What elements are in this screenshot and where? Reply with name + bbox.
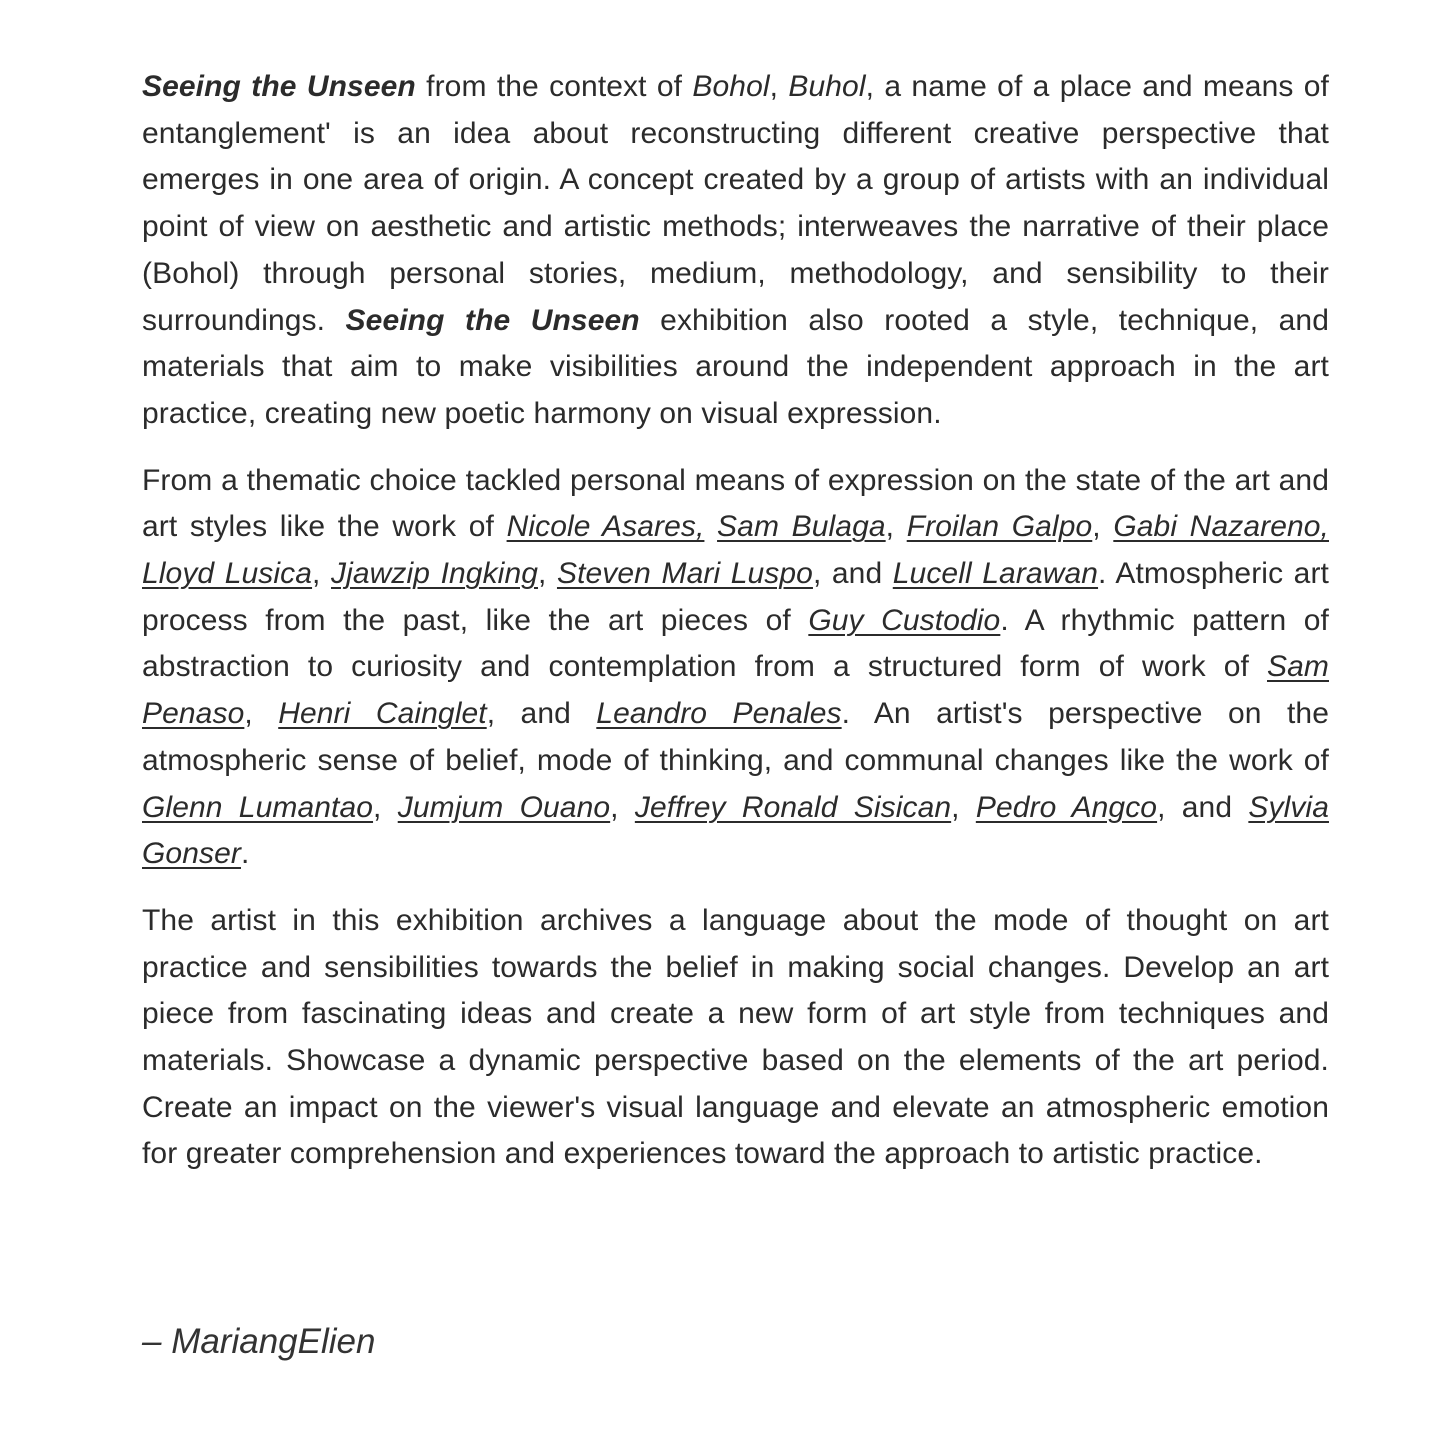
text-span: , xyxy=(610,790,635,824)
text-span: , xyxy=(373,790,398,824)
text-span: , and xyxy=(486,697,597,731)
artist-link-jeffrey-ronald-sisican[interactable]: Jeffrey Ronald Sisican xyxy=(634,790,952,824)
text-span: , xyxy=(885,510,907,544)
text-span: , xyxy=(951,790,976,824)
artist-link-sam-bulaga[interactable]: Sam Bulaga xyxy=(717,510,886,544)
text-span: . xyxy=(240,837,250,871)
text-span: . Atmospheric art process from the past, like the art pieces of xyxy=(142,557,1329,637)
text-span: , a name of a place and means of entanglement' is an idea about reconstructing different creative perspective that emerges in one area of origin. A concept created by a group of artists with an individual point of view on aesthetic and artistic methods; interweaves the narrative of their place (Bohol) through personal stories, medium, methodology, and sensibility to their surroundings. xyxy=(142,70,1329,337)
artist-link-jumjum-ouano[interactable]: Jumjum Ouano xyxy=(397,790,611,824)
artist-link-nicole-asares[interactable]: Nicole Asares, xyxy=(506,510,705,544)
author-signature: – MariangElien xyxy=(142,1322,376,1361)
text-span: from the context of xyxy=(415,70,693,103)
artist-link-lucell-larawan[interactable]: Lucell Larawan xyxy=(892,557,1099,591)
artist-link-sylvia-gonser[interactable]: Sylvia Gonser xyxy=(142,790,1329,871)
exhibition-title: Seeing the Unseen xyxy=(142,70,416,103)
place-name-buhol: Buhol xyxy=(788,70,866,103)
text-span: , and xyxy=(812,557,893,591)
text-span: , xyxy=(538,557,557,591)
artist-link-jjawzip-ingking[interactable]: Jjawzip Ingking xyxy=(331,557,539,591)
artist-link-henri-cainglet[interactable]: Henri Cainglet xyxy=(278,697,487,731)
exhibition-title: Seeing the Unseen xyxy=(345,303,640,337)
artist-link-pedro-angco[interactable]: Pedro Angco xyxy=(975,790,1158,824)
artist-link-froilan-galpo[interactable]: Froilan Galpo xyxy=(906,510,1093,544)
text-span: , xyxy=(244,697,279,731)
text-span: , xyxy=(1092,510,1114,544)
text-span xyxy=(704,510,717,543)
text-span: . An artist's perspective on the atmospheric sense of belief, mode of thinking, and communal changes like the work of xyxy=(142,697,1329,777)
place-name-bohol: Bohol xyxy=(692,70,770,103)
text-span: , and xyxy=(1157,790,1249,824)
text-span: . A rhythmic pattern of abstraction to curiosity and contemplation from a structured form of work of xyxy=(142,603,1329,684)
paragraph-closing: The artist in this exhibition archives a language about the mode of thought on art practice and sensibilities towards the belief in making social changes. Develop an art piece from fascinating ideas and create a new form of art style from techniques and materials. Showcase a dynamic perspective based on the elements of the art period. Create an impact on the viewer's visual language and elevate an atmospheric emotion for greater comprehension and experiences toward the approach to artistic practice. xyxy=(142,903,1329,1171)
artist-link-leandro-penales[interactable]: Leandro Penales xyxy=(596,697,842,731)
text-span: , xyxy=(769,70,789,103)
artist-link-sam-penaso[interactable]: Sam Penaso xyxy=(142,650,1329,731)
text-span: , xyxy=(312,557,331,591)
essay-body xyxy=(142,64,1329,1198)
artist-link-gabi-nazareno-lloyd-lusica[interactable]: Gabi Nazareno, Lloyd Lusica xyxy=(142,510,1329,591)
text-span: From a thematic choice tackled personal means of expression on the state of the art and art styles like the work of xyxy=(142,463,1329,544)
paragraph-intro xyxy=(142,64,1329,438)
paragraph-artists xyxy=(142,458,1329,878)
artist-link-steven-mari-luspo[interactable]: Steven Mari Luspo xyxy=(556,557,813,591)
artist-link-guy-custodio[interactable]: Guy Custodio xyxy=(808,603,1001,637)
artist-link-glenn-lumantao[interactable]: Glenn Lumantao xyxy=(142,790,374,824)
text-span: exhibition also rooted a style, technique, and materials that aim to make visibilities around the independent approach in the art practice, creating new poetic harmony on visual expression. xyxy=(142,303,1329,430)
